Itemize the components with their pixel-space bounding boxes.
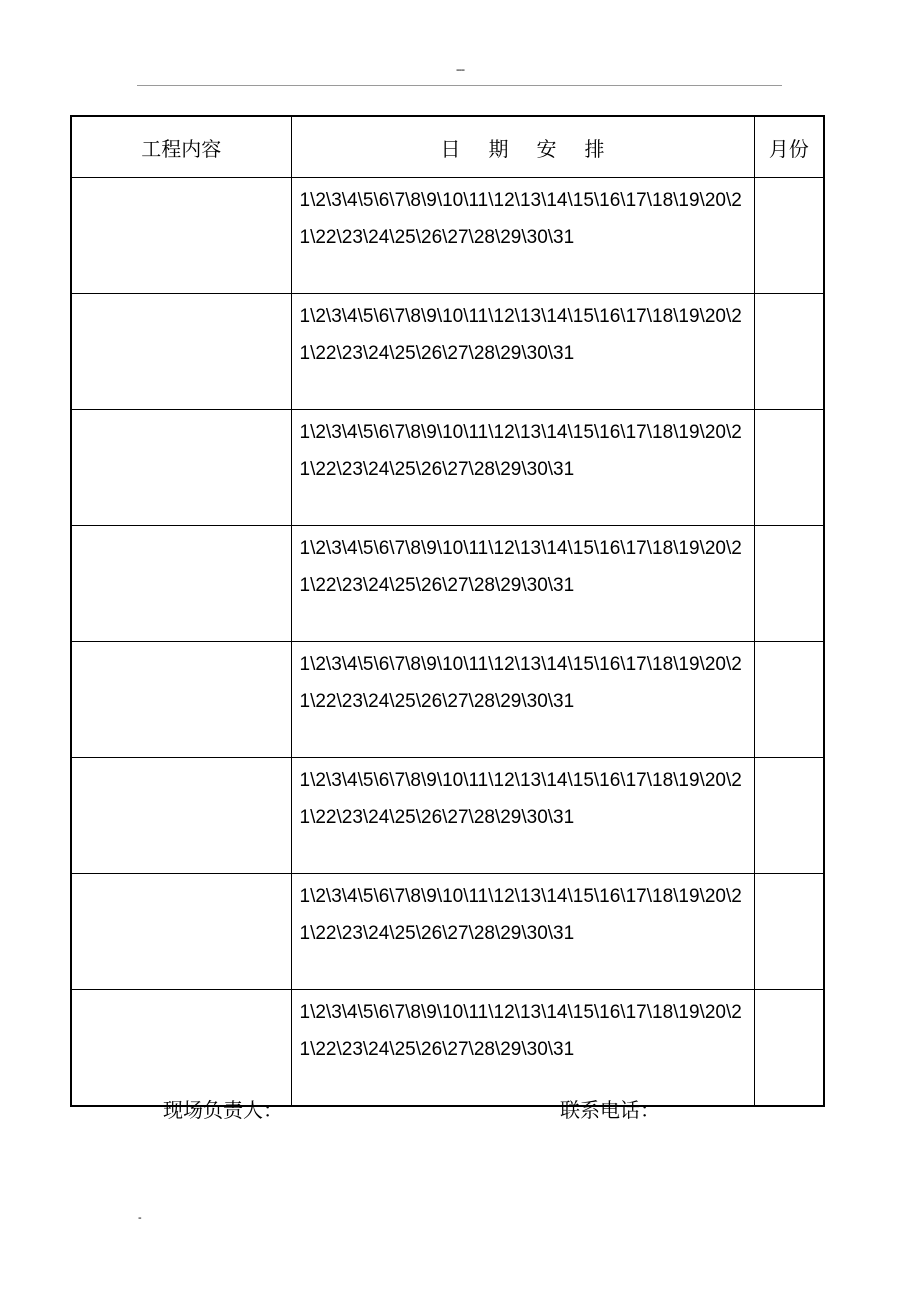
date-cell: 1\2\3\4\5\6\7\8\9\10\11\12\13\14\15\16\17\18\19\20\21\22\23\24\25\26\27\28\29\30\31 — [291, 410, 754, 526]
month-cell[interactable] — [754, 990, 824, 1107]
header-date-char: 期 — [488, 136, 509, 161]
month-cell[interactable] — [754, 874, 824, 990]
footer-mark: - — [138, 1212, 142, 1224]
content-cell[interactable] — [71, 178, 291, 294]
site-manager-label: 现场负责人： — [163, 1098, 283, 1122]
month-cell[interactable] — [754, 526, 824, 642]
content-cell[interactable] — [71, 758, 291, 874]
table-row — [71, 526, 824, 642]
header-rule — [137, 85, 782, 86]
header-month: 月份 — [754, 116, 824, 178]
date-cell: 1\2\3\4\5\6\7\8\9\10\11\12\13\14\15\16\17\18\19\20\21\22\23\24\25\26\27\28\29\30\31 — [291, 294, 754, 410]
content-cell[interactable] — [71, 990, 291, 1107]
date-cell: 1\2\3\4\5\6\7\8\9\10\11\12\13\14\15\16\17\18\19\20\21\22\23\24\25\26\27\28\29\30\31 — [291, 990, 754, 1107]
content-cell[interactable] — [71, 294, 291, 410]
content-cell[interactable] — [71, 410, 291, 526]
header-date-char: 排 — [584, 136, 605, 161]
table-row — [71, 758, 824, 874]
content-cell[interactable] — [71, 874, 291, 990]
date-cell: 1\2\3\4\5\6\7\8\9\10\11\12\13\14\15\16\17\18\19\20\21\22\23\24\25\26\27\28\29\30\31 — [291, 526, 754, 642]
month-cell[interactable] — [754, 410, 824, 526]
table-row — [71, 874, 824, 990]
header-mark: --- — [456, 64, 464, 76]
header-date — [291, 116, 754, 178]
table-row — [71, 178, 824, 294]
header-date-char: 日 — [440, 136, 461, 161]
content-cell[interactable] — [71, 526, 291, 642]
date-cell: 1\2\3\4\5\6\7\8\9\10\11\12\13\14\15\16\17\18\19\20\21\22\23\24\25\26\27\28\29\30\31 — [291, 874, 754, 990]
table-header-row — [71, 116, 824, 178]
contact-phone-label: 联系电话： — [560, 1098, 660, 1122]
table-row — [71, 294, 824, 410]
content-cell[interactable] — [71, 642, 291, 758]
month-cell[interactable] — [754, 642, 824, 758]
date-cell: 1\2\3\4\5\6\7\8\9\10\11\12\13\14\15\16\17\18\19\20\21\22\23\24\25\26\27\28\29\30\31 — [291, 758, 754, 874]
table-row — [71, 410, 824, 526]
month-cell[interactable] — [754, 758, 824, 874]
month-cell[interactable] — [754, 178, 824, 294]
schedule-table — [70, 115, 825, 1107]
date-cell: 1\2\3\4\5\6\7\8\9\10\11\12\13\14\15\16\17\18\19\20\21\22\23\24\25\26\27\28\29\30\31 — [291, 642, 754, 758]
header-date-char: 安 — [536, 136, 557, 161]
table-row — [71, 642, 824, 758]
header-content: 工程内容 — [71, 116, 291, 178]
table-row — [71, 990, 824, 1107]
date-cell: 1\2\3\4\5\6\7\8\9\10\11\12\13\14\15\16\17\18\19\20\21\22\23\24\25\26\27\28\29\30\31 — [291, 178, 754, 294]
month-cell[interactable] — [754, 294, 824, 410]
